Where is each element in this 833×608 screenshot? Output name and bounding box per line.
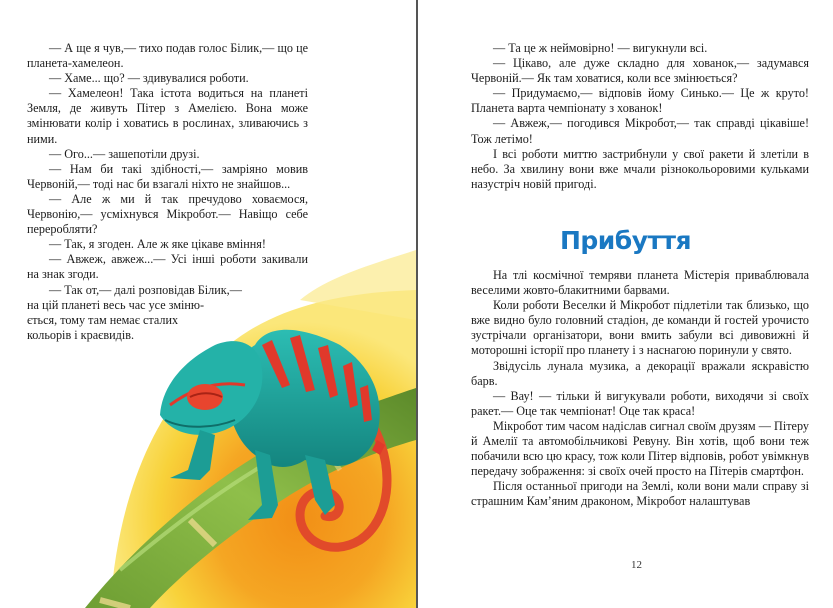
paragraph: Коли роботи Веселки й Мікробот підлетіли так близько, що вже видно було головний стадіон, де команди й гостей урочисто зустрічали організатори, вони вмить забули всі дивовижні й моторошні історії про планету і з наснагою поринули у свято.: [471, 298, 809, 358]
paragraph: — Так, я згоден. Але ж яке цікаве вміння!: [49, 237, 266, 252]
paragraph: — Придумаємо,— відповів йому Синько.— Це ж круто! Планета варта чемпіонату з хованок!: [471, 86, 809, 116]
paragraph: Мікробот тим часом надіслав сигнал своїм друзям — Пітеру й Амелії та автомобільчикові Ревуну. Він хотів, щоб вони теж побачили всю цю красу, тож коли Пітер відповів, робот увімкнув передачу зображення: зі своїх очей просто на Пітерів смартфон.: [471, 418, 809, 479]
paragraph-line: кольорів і краєвидів.: [27, 327, 135, 342]
paragraph: — Нам би такі здібності,— замріяно мовив Червоній,— тоді нас би взагалі ніхто не знайшов...: [27, 161, 308, 191]
paragraph: — Але ж ми й так пречудово ховаємося, Червонію,— усміхнувся Мікробот.— Навіщо себе переробляти?: [27, 191, 308, 237]
paragraph: — Хамелеон! Така істота водиться на планеті Земля, де живуть Пітер з Амелією. Вона може змінювати колір і ховатись в рослинах, зливаючись з ними.: [27, 86, 308, 146]
paragraph: Звідусіль лунала музика, а декорації вражали яскравістю барв.: [471, 358, 809, 388]
paragraph-line: ється, тому там немає сталих: [27, 312, 179, 327]
chapter-title: Прибуття: [559, 226, 692, 255]
paragraph: — Авжеж, авжеж...— Усі інші роботи закивали на знак згоди.: [27, 252, 308, 282]
paragraph: На тлі космічної темряви планета Містерія приваблювала веселими жовто-блакитними барвами.: [471, 268, 809, 298]
paragraph: — Авжеж,— погодився Мікробот,— так справді цікавіше! Тож летімо!: [471, 116, 809, 146]
left-page: [0, 0, 416, 608]
right-page-text-top: [471, 41, 809, 192]
paragraph: Після останньої пригоди на Землі, коли вони мали справу зі страшним Кам’яним драконом, Мікробот налаштував: [471, 479, 809, 509]
chameleon-eye: [187, 384, 223, 410]
paragraph: — Та це ж неймовірно! — вигукнули всі.: [493, 41, 708, 55]
paragraph: — Вау! — тільки й вигукували роботи, виходячи зі своїх ракет.— Оце так чемпіонат! Оце так краса!: [471, 388, 809, 418]
paragraph-first-line: — Так от,— далі розповідав Білик,—: [49, 282, 242, 297]
paragraph: — Хаме... що? — здивувалися роботи.: [49, 71, 249, 86]
right-page-text-bottom: [471, 268, 809, 510]
paragraph: — А ще я чув,— тихо подав голос Білик,— що це планета-хамелеон.: [27, 41, 308, 71]
left-page-text: [27, 41, 308, 343]
paragraph: — Ого...— зашепотіли друзі.: [49, 146, 200, 161]
paragraph: І всі роботи миттю застрибнули у свої ракети й злетіли в небо. За хвилину вони вже мчали різнокольоровими кульками назустріч новій пригоді.: [471, 146, 809, 191]
paragraph-line: на цій планеті весь час усе зміню-: [27, 297, 205, 312]
right-page: [418, 0, 833, 608]
paragraph: — Цікаво, але дуже складно для хованок,— задумався Червоній.— Як там ховатися, коли все змінюється?: [471, 56, 809, 86]
page-number: 12: [631, 559, 642, 571]
